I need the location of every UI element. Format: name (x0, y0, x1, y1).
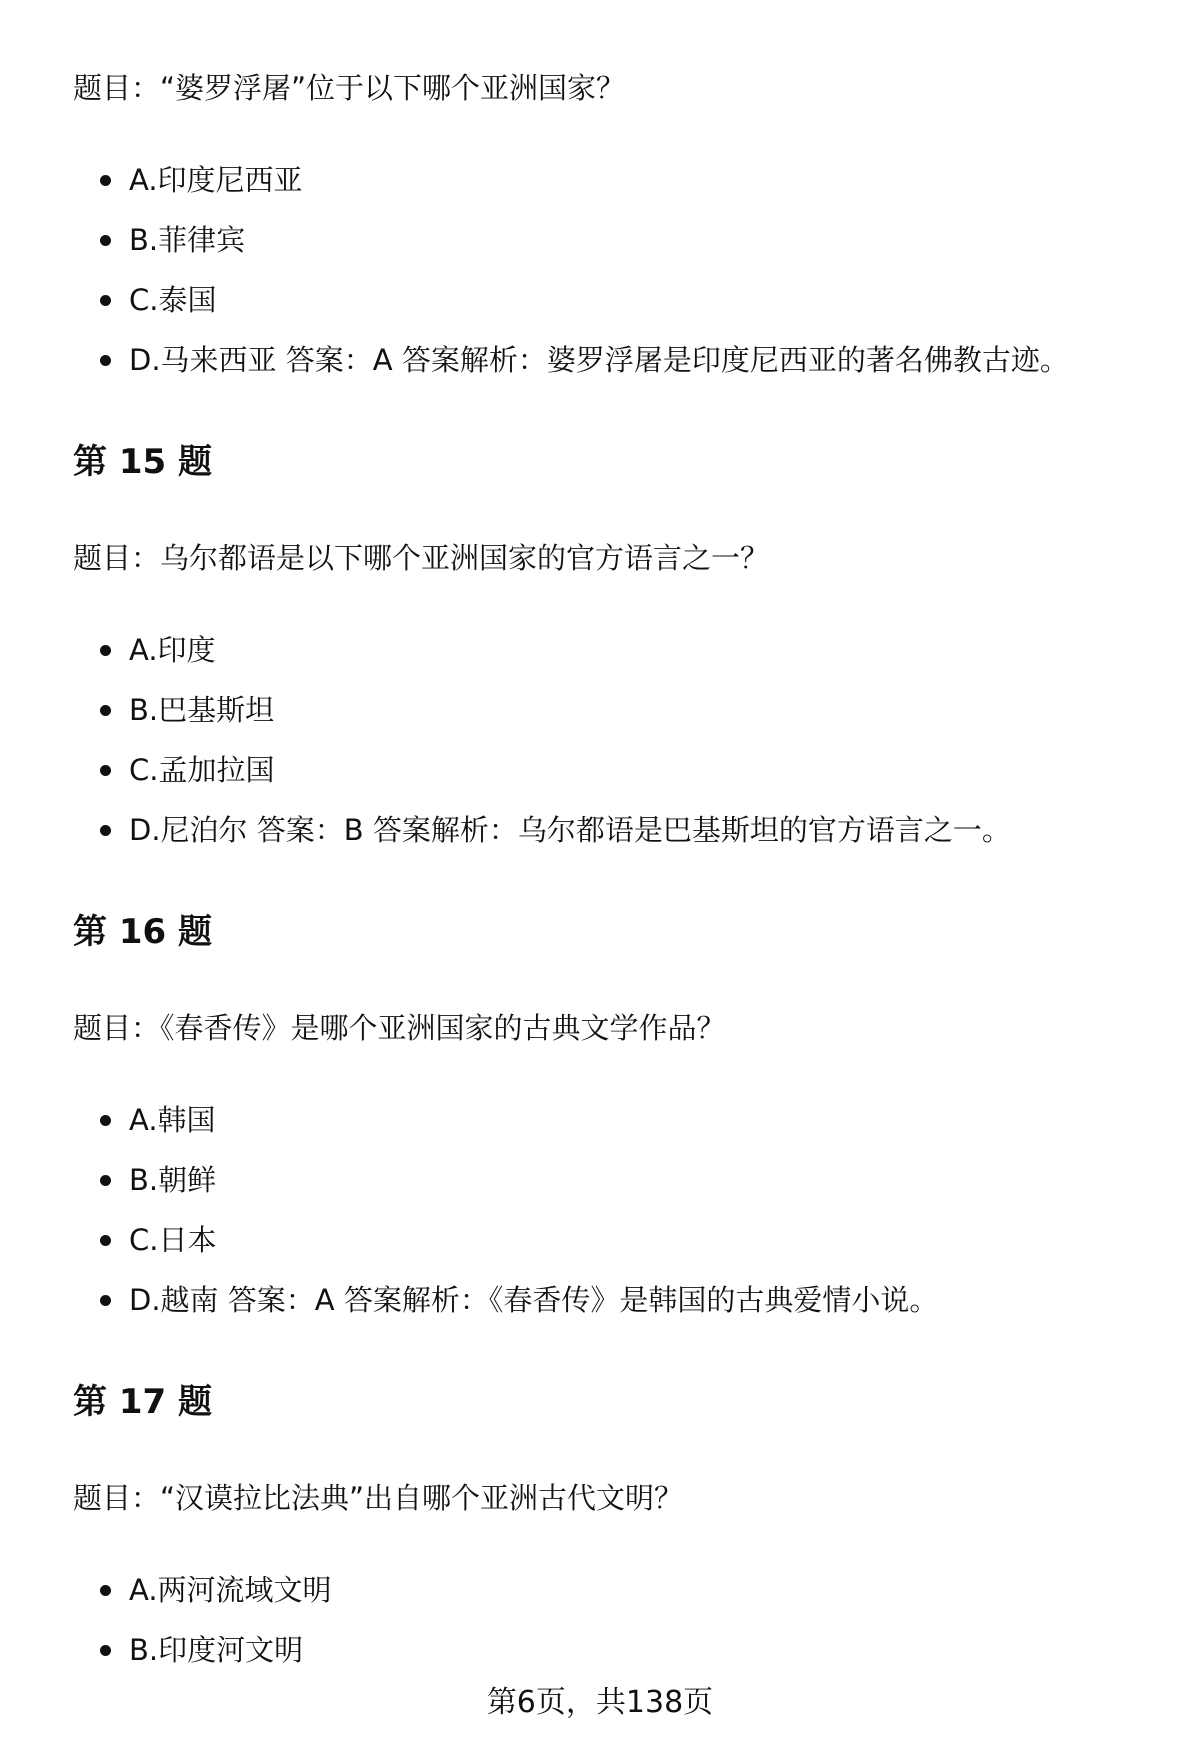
question-16 (73, 1008, 1133, 1048)
option-text: A.两河流域文明 (129, 1573, 332, 1607)
question-15 (73, 538, 1133, 578)
option-text: B.朝鲜 (129, 1163, 217, 1197)
bullet-icon (100, 645, 111, 656)
question-16-prompt: 题目：《春香传》是哪个亚洲国家的古典文学作品？ (73, 1011, 726, 1045)
question-15-heading: 第 15 题 (73, 442, 212, 482)
option-text: D.越南 答案：A 答案解析：《春香传》是韩国的古典爱情小说。 (129, 1283, 939, 1317)
option-a (73, 1100, 1133, 1140)
option-text: B.印度河文明 (129, 1633, 304, 1667)
question-17 (73, 1478, 1133, 1518)
question-17-prompt: 题目：“汉谟拉比法典”出自哪个亚洲古代文明？ (73, 1481, 684, 1515)
option-text: A.韩国 (129, 1103, 216, 1137)
option-c (73, 1220, 1133, 1260)
bullet-icon (100, 1235, 111, 1246)
option-text: A.印度 (129, 633, 216, 667)
option-a (73, 630, 1133, 670)
option-c (73, 280, 1133, 320)
option-text: D.尼泊尔 答案：B 答案解析：乌尔都语是巴基斯坦的官方语言之一。 (129, 813, 1011, 847)
question-16-heading: 第 16 题 (73, 912, 212, 952)
bullet-icon (100, 1295, 111, 1306)
question-14-options (73, 160, 1133, 400)
bullet-icon (100, 175, 111, 186)
bullet-icon (100, 235, 111, 246)
option-text: B.菲律宾 (129, 223, 246, 257)
option-text: C.孟加拉国 (129, 753, 275, 787)
option-a (73, 160, 1133, 200)
option-d (73, 810, 1133, 850)
option-d (73, 340, 1133, 380)
question-15-prompt: 题目：乌尔都语是以下哪个亚洲国家的官方语言之一？ (73, 541, 770, 575)
option-b (73, 1160, 1133, 1200)
bullet-icon (100, 1645, 111, 1656)
bullet-icon (100, 705, 111, 716)
question-14-prompt: 题目：“婆罗浮屠”位于以下哪个亚洲国家？ (73, 71, 626, 105)
option-text: C.日本 (129, 1223, 217, 1257)
question-15-options (73, 630, 1133, 870)
question-17-heading: 第 17 题 (73, 1382, 212, 1422)
bullet-icon (100, 1175, 111, 1186)
option-text: A.印度尼西亚 (129, 163, 303, 197)
page-number: 第6页，共138页 (486, 1685, 714, 1720)
bullet-icon (100, 765, 111, 776)
question-16-options (73, 1100, 1133, 1340)
bullet-icon (100, 295, 111, 306)
bullet-icon (100, 1115, 111, 1126)
option-c (73, 750, 1133, 790)
bullet-icon (100, 1585, 111, 1596)
question-14 (73, 68, 1133, 108)
option-text: D.马来西亚 答案：A 答案解析：婆罗浮屠是印度尼西亚的著名佛教古迹。 (129, 343, 1069, 377)
option-text: B.巴基斯坦 (129, 693, 275, 727)
option-d (73, 1280, 1133, 1320)
option-b (73, 220, 1133, 260)
question-17-options (73, 1570, 1133, 1690)
bullet-icon (100, 355, 111, 366)
bullet-icon (100, 825, 111, 836)
option-a (73, 1570, 1133, 1610)
option-b (73, 690, 1133, 730)
option-b (73, 1630, 1133, 1670)
option-text: C.泰国 (129, 283, 217, 317)
